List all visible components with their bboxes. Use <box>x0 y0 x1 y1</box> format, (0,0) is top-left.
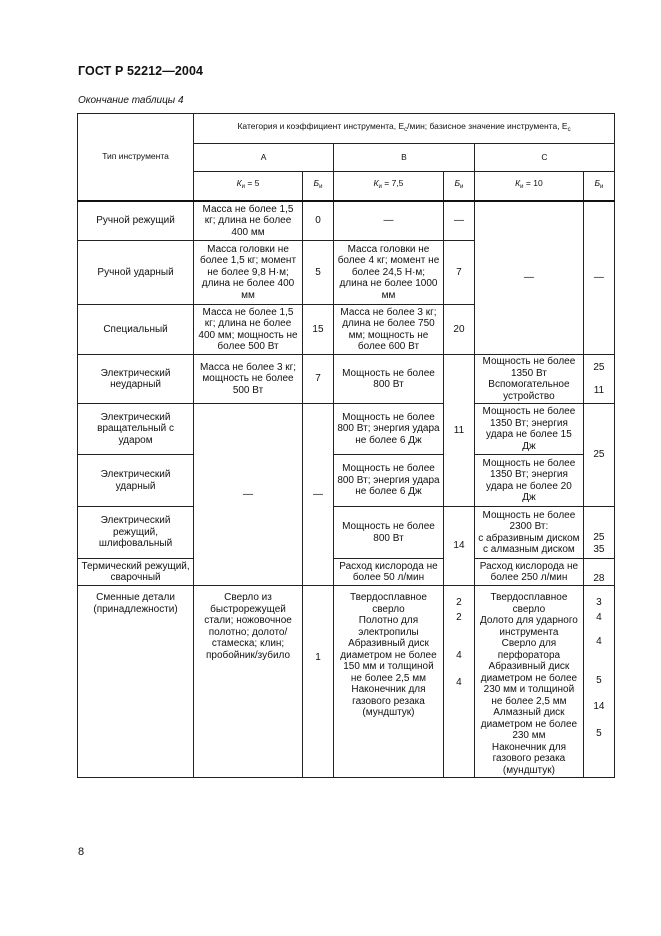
header-category-sub2: с <box>567 126 571 133</box>
table-row <box>78 507 615 559</box>
row-type: Специальный <box>78 305 194 355</box>
c-text-line: Мощность не более 1350 Вт <box>482 356 576 379</box>
header-category <box>194 114 615 144</box>
c-text-line: Сверло для перфоратора <box>497 638 561 661</box>
cell-c-text: Расход кислорода не более 250 л/мин <box>475 559 584 586</box>
c-text-line: Вспомогательное устройство <box>488 379 570 402</box>
cell-c-b: — <box>583 201 614 355</box>
cell-c-b <box>583 586 614 778</box>
cell-a-text: Сверло из быстрорежущей стали; ножовочное полотно; долото/стамеска; клин; пробойник/зубило <box>194 586 303 778</box>
cell-c-text: Мощность не более 1350 Вт; энергия удара не более 15 Дж <box>475 404 584 455</box>
c-text-line: с алмазным диском <box>483 544 575 555</box>
header-kc <box>475 172 584 201</box>
c-b-line: 11 <box>593 384 605 396</box>
cell-c-text: — <box>475 201 584 355</box>
c-text-line: Долото для ударного инструмента <box>479 615 578 638</box>
cell-a-b: 5 <box>302 241 333 305</box>
cell-a-b: 0 <box>302 201 333 241</box>
table-row <box>78 455 615 507</box>
row-type: Электрический вращательный с ударом <box>78 404 194 455</box>
row-type: Ручной режущий <box>78 201 194 241</box>
header-category-text: Категория и коэффициент инструмента, Е <box>237 120 405 131</box>
table-row <box>78 201 615 241</box>
k-sub-a: и <box>241 184 245 190</box>
c-text-line: Мощность не более 2300 Вт: <box>482 509 576 532</box>
cell-b-text: — <box>334 201 444 241</box>
k-symbol-b: К <box>373 178 379 188</box>
cell-c-b: 25 <box>583 404 614 507</box>
row-type: Электрический ударный <box>78 455 194 507</box>
cell-b-text: Мощность не более 800 Вт; энергия удара не более 6 Дж <box>334 455 444 507</box>
b-symbol-c: Б <box>594 178 601 188</box>
cell-a-text: — <box>194 404 303 586</box>
c-b-line: 5 <box>596 674 602 686</box>
header-row-1 <box>78 114 615 144</box>
table-row <box>78 586 615 778</box>
header-kb <box>334 172 444 201</box>
b-b-line: 4 <box>456 676 462 688</box>
cell-a-text: Масса не более 1,5 кг; длина не более 400 мм; мощность не более 500 Вт <box>194 305 303 355</box>
c-b-line: 4 <box>596 636 602 647</box>
k-sub-b: и <box>378 184 382 190</box>
c-b-line: 3 <box>596 597 602 608</box>
cell-b-b: 7 <box>443 241 474 305</box>
kb-value: = 7,5 <box>381 178 404 188</box>
header-ba <box>302 172 333 201</box>
row-type: Ручной ударный <box>78 241 194 305</box>
cell-a-text: Масса не более 3 кг; мощность не более 500 Вт <box>194 355 303 404</box>
cell-c-text <box>475 507 584 559</box>
cell-c-b: 28 <box>583 559 614 586</box>
cell-b-b: 20 <box>443 305 474 355</box>
cell-a-b: 15 <box>302 305 333 355</box>
c-b-line: 14 <box>593 701 605 712</box>
c-b-line: 5 <box>596 727 602 739</box>
b-sub-c: и <box>600 184 604 190</box>
cell-a-text: Масса не более 1,5 кг; длина не более 400 мм <box>194 201 303 241</box>
cell-b-text: Мощность не более 800 Вт <box>334 355 444 404</box>
cell-b-text: Мощность не более 800 Вт <box>334 507 444 559</box>
b-sub-a: и <box>319 184 323 190</box>
row-type: Сменные детали (принадлежности) <box>78 586 194 778</box>
c-b-line: 35 <box>593 543 605 555</box>
header-category-sub1: с <box>404 126 408 133</box>
cell-b-text: Расход кислорода не более 50 л/мин <box>334 559 444 586</box>
row-type: Термический режущий, сварочный <box>78 559 194 586</box>
c-b-line: 4 <box>596 611 602 623</box>
b-b-line: 4 <box>456 650 462 661</box>
b-text-line: Абразивный диск диаметром не более 150 мм и толщиной не более 2,5 мм <box>340 638 437 684</box>
cell-b-text: Масса головки не более 4 кг; момент не более 24,5 Н·м; длина не более 1000 мм <box>334 241 444 305</box>
k-sub-c: и <box>520 184 524 190</box>
b-text-line: Полотно для электропилы <box>358 615 419 638</box>
header-bb <box>443 172 474 201</box>
k-symbol-a: К <box>236 178 242 188</box>
cell-b-b: 11 <box>443 355 474 507</box>
cell-a-b: 1 <box>302 586 333 778</box>
c-text-line: Наконечник для газового резака (мундштук) <box>491 741 566 776</box>
header-cat-c: C <box>475 144 615 172</box>
row-type: Электрический неударный <box>78 355 194 404</box>
cell-b-b: 14 <box>443 507 474 586</box>
b-sub-b: и <box>460 184 464 190</box>
document-title: ГОСТ Р 52212—2004 <box>78 64 204 78</box>
ka-value: = 5 <box>244 178 260 188</box>
cell-b-text: Масса не более 3 кг; длина не более 750 мм; мощность не более 600 Вт <box>334 305 444 355</box>
header-cat-a: A <box>194 144 334 172</box>
c-b-line: 25 <box>593 532 605 543</box>
cell-c-text <box>475 586 584 778</box>
table-caption: Окончание таблицы 4 <box>78 95 184 106</box>
table-row <box>78 355 615 404</box>
cell-a-b: 7 <box>302 355 333 404</box>
header-bc <box>583 172 614 201</box>
kc-value: = 10 <box>523 178 543 188</box>
header-category-mid: /мин; базисное значение инструмента, Е <box>407 120 568 131</box>
b-b-line: 2 <box>456 611 462 623</box>
page-number: 8 <box>78 846 85 858</box>
table-row <box>78 404 615 455</box>
cell-b-b <box>443 586 474 778</box>
cell-a-text: Масса головки не более 1,5 кг; момент не более 9,8 Н·м; длина не более 400 мм <box>194 241 303 305</box>
header-ka <box>194 172 303 201</box>
k-symbol-c: К <box>515 178 521 188</box>
b-b-line: 2 <box>456 597 462 608</box>
c-b-line: 25 <box>593 362 605 373</box>
b-symbol-b: Б <box>454 178 461 188</box>
c-text-line: Абразивный диск диаметром не более 230 мм и толщиной не более 2,5 мм <box>480 661 578 707</box>
b-text-line: Наконечник для газового резака (мундштук) <box>351 684 426 718</box>
cell-b-text <box>334 586 444 778</box>
cell-c-text: Мощность не более 1350 Вт; энергия удара не более 20 Дж <box>475 455 584 507</box>
cell-c-text <box>475 355 584 404</box>
c-text-line: Твердосплавное сверло <box>490 592 568 615</box>
header-type: Тип инструмента <box>78 114 194 201</box>
instrument-table <box>77 113 615 778</box>
cell-c-b <box>583 507 614 559</box>
c-text-line: с абразивным диском <box>478 532 580 544</box>
cell-c-b <box>583 355 614 404</box>
header-cat-b: B <box>334 144 475 172</box>
cell-a-b: — <box>302 404 333 586</box>
b-symbol-a: Б <box>313 178 320 188</box>
cell-b-b: — <box>443 201 474 241</box>
c-text-line: Алмазный диск диаметром не более 230 мм <box>480 707 578 741</box>
cell-b-text: Мощность не более 800 Вт; энергия удара не более 6 Дж <box>334 404 444 455</box>
table-row <box>78 559 615 586</box>
b-text-line: Твердосплавное сверло <box>350 592 427 615</box>
row-type: Электрический режущий, шлифовальный <box>78 507 194 559</box>
